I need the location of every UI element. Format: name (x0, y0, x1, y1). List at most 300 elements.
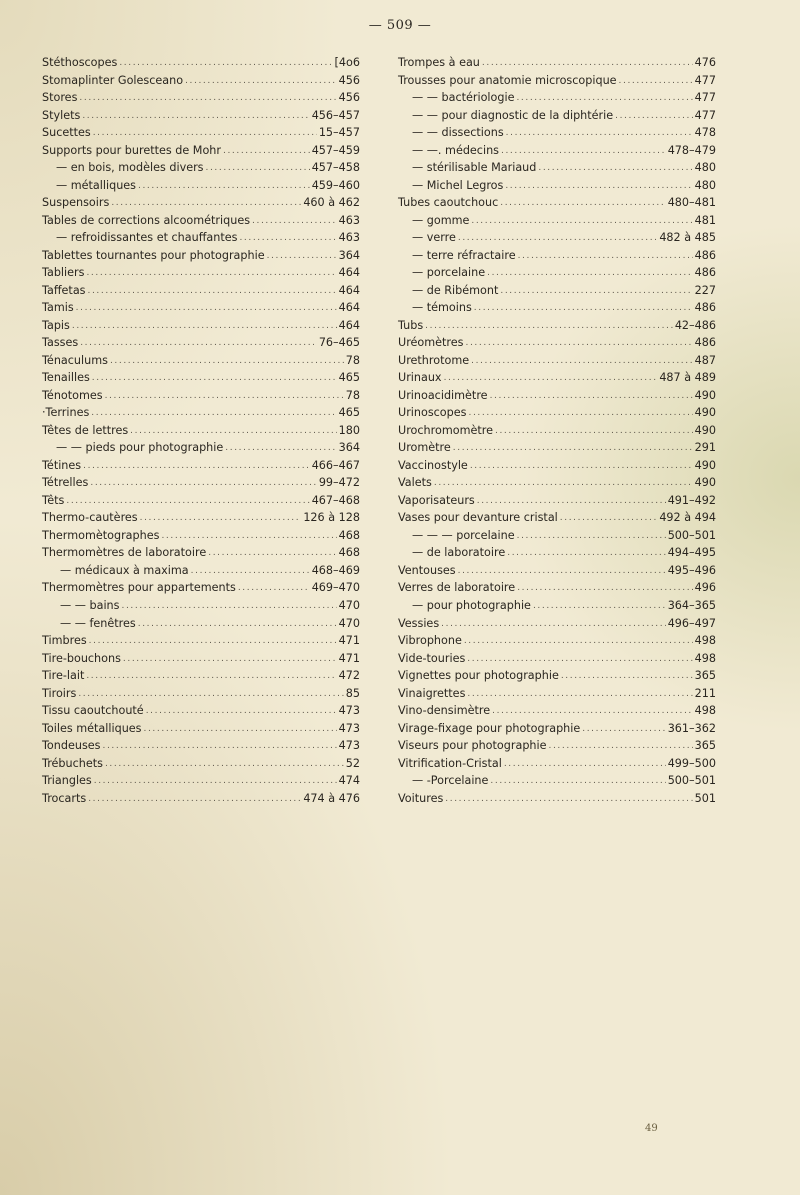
dot-leader (458, 563, 666, 581)
entry-label: Vignettes pour photographie (398, 669, 559, 683)
dot-leader (495, 423, 693, 441)
index-entry (398, 790, 716, 808)
page-number-header: — 509 — (368, 18, 432, 33)
entry-page-ref: 78 (345, 388, 360, 402)
index-entry (398, 352, 716, 370)
entry-label: — de Ribémont (412, 283, 499, 297)
dot-leader (206, 160, 310, 178)
index-entry (42, 54, 360, 72)
entry-page-ref: 494–495 (667, 546, 716, 560)
entry-page-ref: 364 (338, 441, 360, 455)
entry-page-ref: 464 (338, 283, 360, 297)
dot-leader (482, 55, 693, 73)
index-entry (42, 632, 360, 650)
entry-label: Stomaplinter Golesceano (42, 73, 184, 87)
dot-leader (88, 283, 337, 301)
dot-leader (549, 738, 693, 756)
entry-label: — — fenêtres (60, 616, 136, 630)
entry-label: — Michel Legros (412, 178, 504, 192)
entry-page-ref: 471 (338, 634, 360, 648)
entry-label: Tasses (42, 336, 79, 350)
entry-page-ref: 472 (338, 669, 360, 683)
index-entry (42, 527, 360, 545)
entry-label: — — pieds pour photographie (56, 441, 224, 455)
entry-label: Vinaigrettes (398, 686, 466, 700)
signature-folio: 49 (645, 1123, 658, 1134)
dot-leader (507, 545, 665, 563)
entry-page-ref: 486 (694, 248, 716, 262)
entry-page-ref: 487 (694, 353, 716, 367)
index-entry (398, 632, 716, 650)
dot-leader (474, 300, 693, 318)
index-entry (398, 615, 716, 633)
entry-page-ref: 486 (694, 266, 716, 280)
index-entry (398, 527, 716, 545)
entry-label: — verre (412, 231, 456, 245)
dot-leader (615, 108, 693, 126)
index-entry (398, 89, 716, 107)
entry-label: Stéthoscopes (42, 56, 118, 69)
entry-page-ref: 456–457 (311, 108, 360, 122)
dot-leader (91, 405, 336, 423)
dot-leader (467, 686, 692, 704)
index-entry (398, 282, 716, 300)
dot-leader (111, 195, 301, 213)
entry-label: Têts (42, 493, 65, 507)
index-entry (398, 667, 716, 685)
dot-leader (82, 108, 309, 126)
index-entry (42, 247, 360, 265)
entry-page-ref: 467–468 (311, 493, 360, 507)
index-entry (398, 650, 716, 668)
dot-leader (517, 580, 692, 598)
dot-leader (538, 160, 692, 178)
entry-page-ref: 464 (338, 266, 360, 280)
dot-leader (72, 318, 337, 336)
entry-page-ref: 491–492 (667, 493, 716, 507)
entry-label: — en bois, modèles divers (56, 161, 204, 175)
entry-label: Ténaculums (42, 353, 108, 367)
entry-label: Tétines (42, 458, 82, 472)
index-entry (42, 334, 360, 352)
dot-leader (79, 90, 336, 108)
index-entry (42, 509, 360, 527)
entry-page-ref: 291 (694, 441, 716, 455)
entry-page-ref: 490 (694, 423, 716, 437)
dot-leader (223, 143, 310, 161)
entry-page-ref: 470 (338, 616, 360, 630)
entry-page-ref: 501 (694, 791, 716, 805)
entry-label: Thermomètographes (42, 528, 160, 542)
index-entry (42, 422, 360, 440)
entry-page-ref: 464 (338, 301, 360, 315)
entry-label: Stylets (42, 108, 81, 122)
entry-page-ref: 477 (694, 73, 716, 87)
dot-leader (444, 370, 658, 388)
entry-label: Trousses pour anatomie microscopique (398, 73, 617, 87)
entry-page-ref: 456 (338, 73, 360, 87)
index-entry (398, 177, 716, 195)
entry-label: Toiles métalliques (42, 721, 142, 735)
index-entry (398, 474, 716, 492)
entry-label: — métalliques (56, 178, 136, 192)
index-entry (42, 299, 360, 317)
dot-leader (464, 633, 693, 651)
entry-page-ref: 498 (694, 704, 716, 718)
entry-page-ref: 477 (694, 108, 716, 122)
index-column-right (398, 54, 716, 807)
index-entry (398, 142, 716, 160)
dot-leader (471, 353, 693, 371)
entry-label: — gomme (412, 213, 470, 227)
index-entry (42, 492, 360, 510)
index-entry (42, 439, 360, 457)
entry-label: Tire-bouchons (42, 651, 121, 665)
index-entry (398, 772, 716, 790)
dot-leader (561, 668, 693, 686)
dot-leader (83, 458, 310, 476)
entry-label: Tabliers (42, 266, 85, 280)
entry-label: Thermo-cautères (42, 511, 138, 525)
entry-page-ref: 480–481 (667, 196, 716, 210)
entry-page-ref: 474 (338, 774, 360, 788)
index-entry (398, 720, 716, 738)
entry-label: — -Porcelaine (412, 774, 489, 788)
index-entry (42, 667, 360, 685)
index-entry (42, 702, 360, 720)
entry-label: Triangles (42, 774, 92, 788)
entry-page-ref: 499–500 (667, 756, 716, 770)
entry-page-ref: 490 (694, 476, 716, 490)
entry-label: — porcelaine (412, 266, 486, 280)
index-entry (398, 212, 716, 230)
index-entry (398, 159, 716, 177)
entry-page-ref: 490 (694, 406, 716, 420)
entry-label: Urinoscopes (398, 406, 467, 420)
entry-label: — refroidissantes et chauffantes (56, 231, 238, 245)
entry-label: Ténotomes (42, 388, 103, 402)
dot-leader (161, 528, 336, 546)
index-entry (42, 404, 360, 422)
entry-label: — stérilisable Mariaud (412, 161, 537, 175)
entry-page-ref: 365 (694, 669, 716, 683)
dot-leader (487, 265, 693, 283)
entry-label: Vino-densimètre (398, 704, 491, 718)
entry-label: Tapis (42, 318, 70, 332)
index-entry (42, 352, 360, 370)
dot-leader (501, 143, 666, 161)
entry-page-ref: 42–486 (674, 318, 716, 332)
entry-label: Uréomètres (398, 336, 464, 350)
index-entry (42, 685, 360, 703)
dot-leader (517, 528, 666, 546)
index-entry (398, 334, 716, 352)
dot-leader (477, 493, 666, 511)
entry-label: Tables de corrections alcoométriques (42, 213, 251, 227)
dot-leader (185, 73, 337, 91)
entry-page-ref: [4o6 (334, 56, 360, 69)
entry-page-ref: 85 (345, 686, 360, 700)
index-entry (398, 247, 716, 265)
entry-page-ref: 495–496 (667, 563, 716, 577)
index-entry (42, 457, 360, 475)
entry-page-ref: 496 (694, 581, 716, 595)
index-entry (42, 194, 360, 212)
entry-page-ref: 496–497 (667, 616, 716, 630)
index-entry (42, 72, 360, 90)
dot-leader (80, 335, 317, 353)
dot-leader (500, 195, 665, 213)
entry-label: Tondeuses (42, 739, 101, 753)
index-entry (398, 107, 716, 125)
dot-leader (500, 283, 692, 301)
dot-leader (138, 178, 310, 196)
entry-label: Viseurs pour photographie (398, 739, 547, 753)
index-entry (398, 597, 716, 615)
entry-label: Trébuchets (42, 756, 103, 770)
index-entry (42, 737, 360, 755)
entry-label: Suspensoirs (42, 196, 110, 210)
dot-leader (94, 773, 337, 791)
dot-leader (560, 510, 658, 528)
index-entry (42, 107, 360, 125)
entry-page-ref: 486 (694, 336, 716, 350)
entry-page-ref: 211 (694, 686, 716, 700)
entry-label: — — bactériologie (412, 91, 515, 105)
dot-leader (582, 721, 665, 739)
entry-label: Sucettes (42, 126, 91, 140)
index-entry (42, 212, 360, 230)
entry-page-ref: 364–365 (667, 598, 716, 612)
entry-page-ref: 466–467 (311, 458, 360, 472)
dot-leader (121, 598, 336, 616)
entry-label: Supports pour burettes de Mohr (42, 143, 221, 157)
index-entry (398, 457, 716, 475)
index-entry (398, 737, 716, 755)
entry-label: — — pour diagnostic de la diphtérie (412, 108, 614, 122)
entry-label: ·Terrines (42, 406, 90, 420)
entry-page-ref: 490 (694, 458, 716, 472)
index-entry (42, 229, 360, 247)
entry-label: Vessies (398, 616, 440, 630)
dot-leader (471, 213, 692, 231)
dot-leader (146, 703, 337, 721)
dot-leader (92, 370, 337, 388)
entry-page-ref: 468 (338, 546, 360, 560)
index-entry (398, 369, 716, 387)
index-entry (398, 124, 716, 142)
dot-leader (458, 230, 657, 248)
entry-page-ref: 486 (694, 301, 716, 315)
entry-page-ref: 480 (694, 178, 716, 192)
dot-leader (518, 248, 693, 266)
index-entry (42, 317, 360, 335)
entry-label: Tiroirs (42, 686, 77, 700)
dot-leader (466, 335, 693, 353)
entry-label: Vitrification-Cristal (398, 756, 502, 770)
entry-label: Virage-fixage pour photographie (398, 721, 581, 735)
index-entry (42, 562, 360, 580)
index-entry (398, 264, 716, 282)
dot-leader (470, 458, 693, 476)
entry-label: Tubes caoutchouc (398, 196, 499, 210)
entry-page-ref: 52 (345, 756, 360, 770)
dot-leader (468, 405, 692, 423)
entry-label: Têtes de lettres (42, 423, 129, 437)
index-entry (42, 579, 360, 597)
entry-page-ref: 481 (694, 213, 716, 227)
entry-label: Urochromomètre (398, 423, 493, 437)
entry-page-ref: 78 (345, 353, 360, 367)
dot-leader (425, 318, 673, 336)
index-entry (398, 229, 716, 247)
entry-label: Vide-touries (398, 651, 466, 665)
entry-page-ref: 99–472 (318, 476, 360, 490)
entry-label: Tétrelles (42, 476, 89, 490)
entry-page-ref: 126 à 128 (303, 511, 360, 525)
entry-label: Timbres (42, 634, 87, 648)
entry-page-ref: 492 à 494 (659, 511, 716, 525)
entry-label: Tamis (42, 301, 74, 315)
entry-label: Tissu caoutchouté (42, 704, 144, 718)
index-entry (42, 89, 360, 107)
entry-page-ref: 459–460 (311, 178, 360, 192)
entry-label: — médicaux à maxima (60, 563, 189, 577)
index-entry (398, 562, 716, 580)
index-entry (398, 404, 716, 422)
index-entry (398, 685, 716, 703)
entry-page-ref: 471 (338, 651, 360, 665)
entry-label: Trompes à eau (398, 56, 480, 69)
index-entry (42, 387, 360, 405)
index-entry (42, 124, 360, 142)
entry-label: Tubs (398, 318, 424, 332)
entry-label: Vibrophone (398, 634, 462, 648)
entry-page-ref: 474 à 476 (303, 791, 360, 805)
dot-leader (102, 738, 336, 756)
dot-leader (76, 300, 337, 318)
entry-page-ref: 500–501 (667, 528, 716, 542)
entry-label: Tablettes tournantes pour photographie (42, 248, 265, 262)
index-entry (42, 264, 360, 282)
entry-page-ref: 227 (694, 283, 716, 297)
entry-label: — —. médecins (412, 143, 499, 157)
entry-label: Voitures (398, 791, 444, 805)
index-entry (42, 755, 360, 773)
index-entry (398, 422, 716, 440)
index-entry (398, 387, 716, 405)
index-entry (42, 720, 360, 738)
index-entry (42, 142, 360, 160)
index-entry (398, 579, 716, 597)
entry-label: — de laboratoire (412, 546, 506, 560)
dot-leader (445, 791, 692, 809)
dot-leader (86, 668, 336, 686)
index-entry (398, 317, 716, 335)
index-entry (42, 650, 360, 668)
entry-page-ref: 180 (338, 423, 360, 437)
entry-page-ref: 490 (694, 388, 716, 402)
entry-page-ref: 498 (694, 651, 716, 665)
index-entry (398, 299, 716, 317)
dot-leader (140, 510, 302, 528)
dot-leader (89, 633, 337, 651)
entry-page-ref: 477 (694, 91, 716, 105)
entry-page-ref: 468–469 (311, 563, 360, 577)
entry-page-ref: 478–479 (667, 143, 716, 157)
index-entry (42, 369, 360, 387)
index-entry (42, 159, 360, 177)
entry-page-ref: 463 (338, 231, 360, 245)
entry-page-ref: 463 (338, 213, 360, 227)
entry-label: — — bains (60, 598, 120, 612)
entry-label: — — — porcelaine (412, 528, 515, 542)
index-entry (42, 544, 360, 562)
entry-page-ref: 473 (338, 739, 360, 753)
entry-page-ref: 457–458 (311, 161, 360, 175)
index-column-left (42, 54, 360, 807)
dot-leader (78, 686, 343, 704)
dot-leader (533, 598, 666, 616)
dot-leader (252, 213, 337, 231)
index-entry (398, 755, 716, 773)
index-entry (42, 282, 360, 300)
entry-label: Taffetas (42, 283, 86, 297)
dot-leader (239, 230, 336, 248)
dot-leader (619, 73, 693, 91)
dot-leader (90, 475, 316, 493)
entry-label: Urinoacidimètre (398, 388, 488, 402)
dot-leader (504, 756, 666, 774)
index-entry (398, 702, 716, 720)
entry-page-ref: 456 (338, 91, 360, 105)
entry-label: Uromètre (398, 441, 451, 455)
entry-label: — terre réfractaire (412, 248, 516, 262)
entry-page-ref: 478 (694, 126, 716, 140)
entry-page-ref: 15–457 (318, 126, 360, 140)
entry-label: Urinaux (398, 371, 442, 385)
entry-label: Stores (42, 91, 78, 105)
dot-leader (238, 580, 310, 598)
entry-page-ref: 465 (338, 371, 360, 385)
entry-page-ref: 473 (338, 704, 360, 718)
index-entry (42, 474, 360, 492)
entry-label: Thermomètres de laboratoire (42, 546, 207, 560)
dot-leader (88, 791, 301, 809)
entry-page-ref: 482 à 485 (659, 231, 716, 245)
entry-label: Verres de laboratoire (398, 581, 516, 595)
entry-page-ref: 500–501 (667, 774, 716, 788)
index-entry (398, 544, 716, 562)
entry-label: Valets (398, 476, 432, 490)
index-entry (398, 194, 716, 212)
dot-leader (119, 55, 332, 73)
dot-leader (110, 353, 344, 371)
entry-label: — — dissections (412, 126, 504, 140)
dot-leader (492, 703, 693, 721)
dot-leader (490, 388, 693, 406)
dot-leader (66, 493, 309, 511)
dot-leader (516, 90, 692, 108)
index-entry (42, 615, 360, 633)
entry-page-ref: 460 à 462 (303, 196, 360, 210)
index-entry (398, 492, 716, 510)
index-entry (398, 439, 716, 457)
entry-page-ref: 361–362 (667, 721, 716, 735)
entry-label: Vaccinostyle (398, 458, 468, 472)
dot-leader (208, 545, 336, 563)
entry-label: Vaporisateurs (398, 493, 475, 507)
